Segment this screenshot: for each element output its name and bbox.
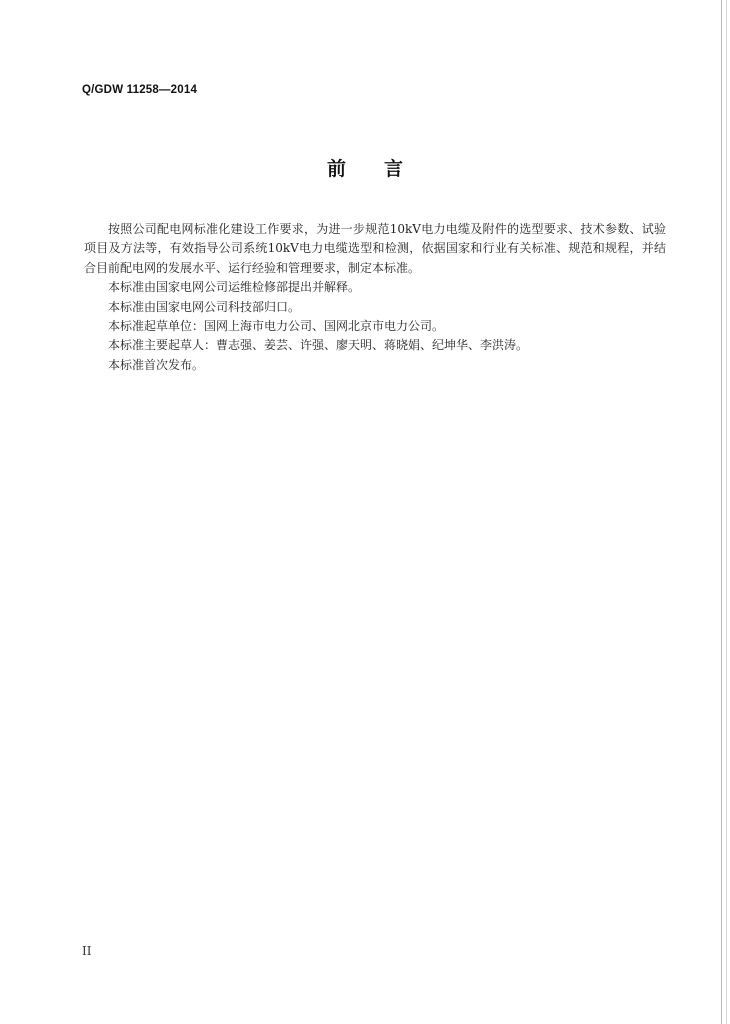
page-number: II	[82, 944, 92, 958]
preface-paragraph: 本标准由国家电网公司运维检修部提出并解释。	[108, 280, 361, 295]
document-code: Q/GDW 11258—2014	[82, 84, 198, 96]
page-title: 前言	[326, 158, 441, 180]
preface-paragraph: 本标准起草单位：国网上海市电力公司、国网北京市电力公司。	[108, 319, 445, 334]
preface-paragraph: 本标准主要起草人：曹志强、姜芸、许强、廖天明、蒋晓娟、纪坤华、李洪涛。	[108, 338, 529, 353]
preface-paragraph: 本标准首次发布。	[108, 357, 205, 372]
preface-paragraph: 本标准由国家电网公司科技部归口。	[108, 299, 301, 314]
preface-paragraph: 按照公司配电网标准化建设工作要求，为进一步规范10kV电力电缆及附件的选型要求、技术参数、试验项目及方法等，有效指导公司系统10kV电力电缆选型和检测，依据国家和行业有关标准、规范和规程，并结合目前配电网的发展水平、运行经验和管理要求，制定本标准。	[84, 222, 666, 275]
preface-body	[84, 220, 666, 375]
